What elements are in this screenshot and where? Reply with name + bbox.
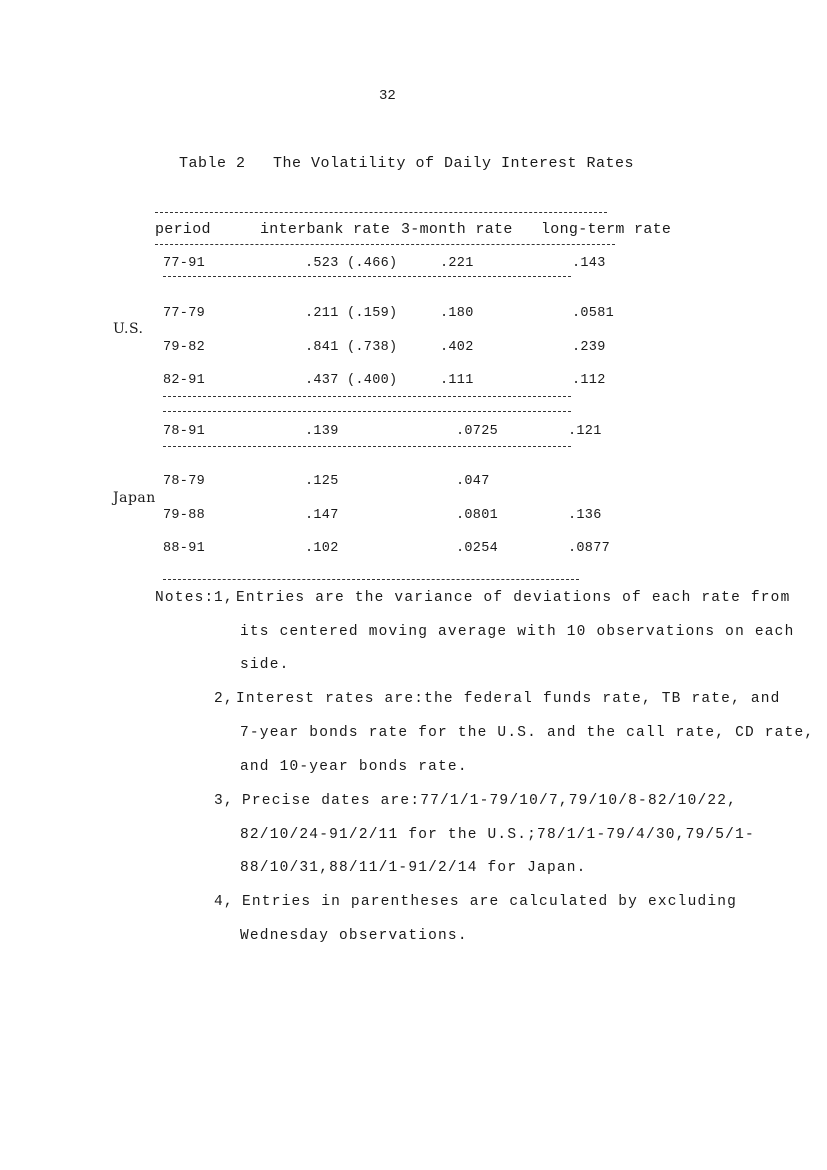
table-bottom-rule [163, 579, 579, 580]
cell-period: 78-91 [163, 424, 206, 439]
note-line: Entries in parentheses are calculated by excluding [242, 894, 738, 910]
cell-three-month: .111 [440, 373, 474, 388]
note-line: Interest rates are:the federal funds rate, TB rate, and [236, 691, 781, 707]
note-line: and 10-year bonds rate. [240, 759, 468, 775]
cell-long-term: .112 [572, 373, 606, 388]
japan-label: Japan [113, 490, 156, 506]
table-top-rule [155, 212, 607, 213]
cell-interbank: .139 [305, 424, 339, 439]
cell-interbank: .102 [305, 541, 339, 556]
cell-interbank: .147 [305, 508, 339, 523]
note-number: 3, [214, 793, 234, 809]
notes-label: Notes: [155, 590, 215, 606]
cell-three-month: .0801 [456, 508, 499, 523]
cell-interbank: .125 [305, 474, 339, 489]
japan-total-rule [163, 446, 571, 447]
note-number: 1, [214, 590, 234, 606]
us-label: U.S. [113, 321, 144, 337]
cell-long-term: .239 [572, 340, 606, 355]
note-line: side. [240, 657, 290, 673]
note-line: its centered moving average with 10 observations on each [240, 624, 795, 640]
header-rule [155, 244, 615, 245]
cell-interbank: .523 (.466) [305, 256, 398, 271]
table-title: The Volatility of Daily Interest Rates [273, 155, 635, 172]
cell-long-term: .0581 [572, 306, 615, 321]
header-three-month: 3-month rate [401, 221, 513, 238]
header-interbank: interbank rate [260, 221, 391, 238]
note-number: 2, [214, 691, 234, 707]
header-period: period [155, 221, 211, 238]
cell-three-month: .0254 [456, 541, 499, 556]
cell-long-term: .121 [568, 424, 602, 439]
note-line: Wednesday observations. [240, 928, 468, 944]
cell-period: 82-91 [163, 373, 206, 388]
cell-three-month: .180 [440, 306, 474, 321]
cell-period: 77-79 [163, 306, 206, 321]
note-number: 4, [214, 894, 234, 910]
cell-long-term: .0877 [568, 541, 611, 556]
note-line: Precise dates are:77/1/1-79/10/7,79/10/8-82/10/22, [242, 793, 738, 809]
cell-three-month: .0725 [456, 424, 499, 439]
table-label: Table 2 [179, 155, 246, 172]
cell-long-term: .136 [568, 508, 602, 523]
cell-three-month: .047 [456, 474, 490, 489]
cell-interbank: .211 (.159) [305, 306, 398, 321]
us-total-rule [163, 276, 571, 277]
cell-interbank: .437 (.400) [305, 373, 398, 388]
us-bottom-rule [163, 396, 571, 397]
cell-long-term: .143 [572, 256, 606, 271]
cell-period: 79-82 [163, 340, 206, 355]
header-long-term: long-term rate [541, 221, 672, 238]
note-line: 88/10/31,88/11/1-91/2/14 for Japan. [240, 860, 587, 876]
page-number: 32 [379, 88, 396, 104]
cell-three-month: .402 [440, 340, 474, 355]
note-line: Entries are the variance of deviations of each rate from [236, 590, 791, 606]
cell-interbank: .841 (.738) [305, 340, 398, 355]
cell-period: 79-88 [163, 508, 206, 523]
note-line: 7-year bonds rate for the U.S. and the call rate, CD rate, [240, 725, 815, 741]
cell-period: 88-91 [163, 541, 206, 556]
japan-top-rule [163, 411, 571, 412]
note-line: 82/10/24-91/2/11 for the U.S.;78/1/1-79/4/30,79/5/1- [240, 827, 755, 843]
cell-three-month: .221 [440, 256, 474, 271]
cell-period: 77-91 [163, 256, 206, 271]
cell-period: 78-79 [163, 474, 206, 489]
